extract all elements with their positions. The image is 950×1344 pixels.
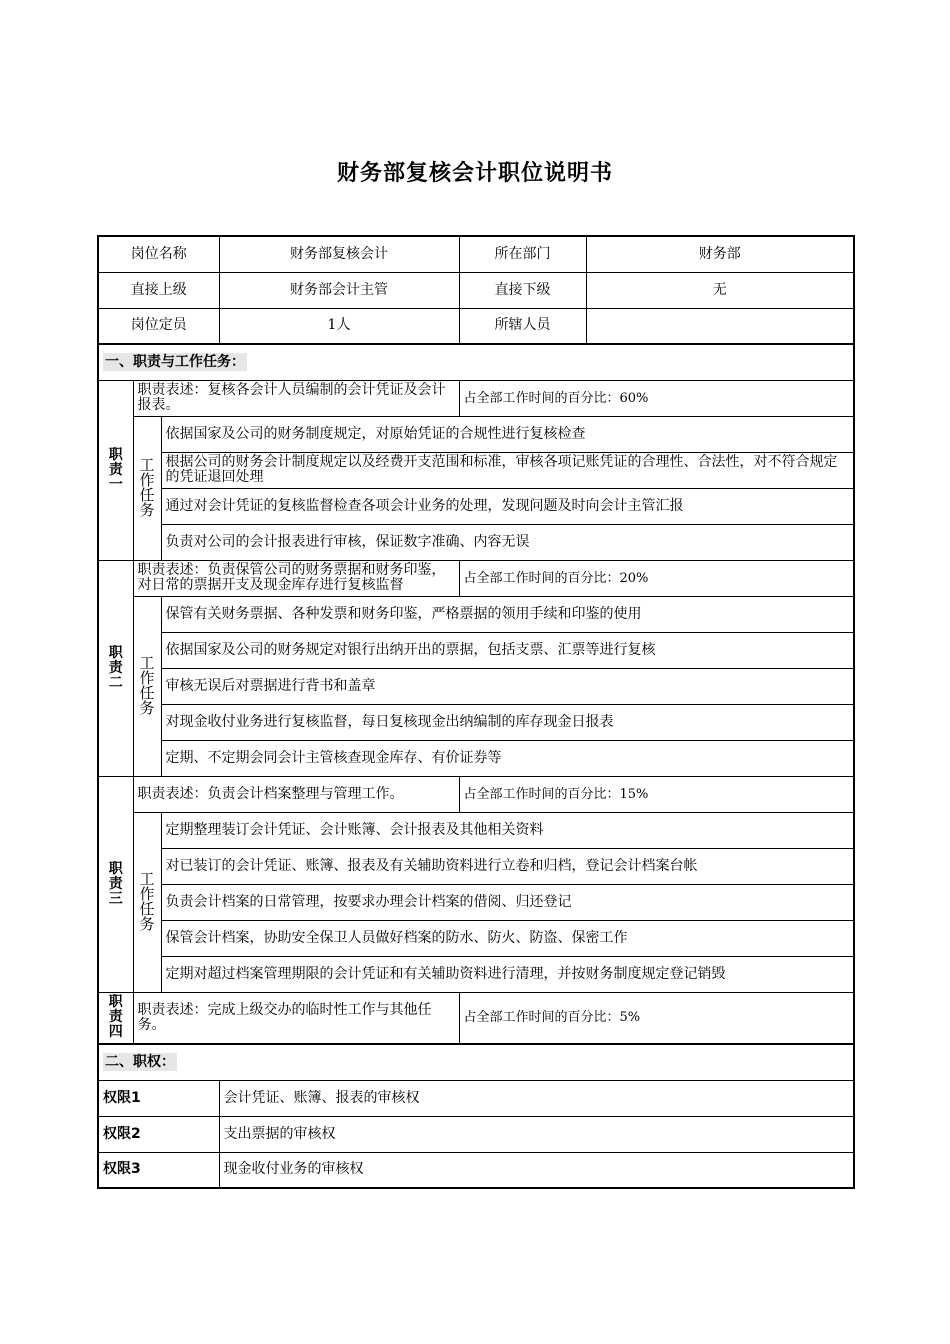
duty-time-percentage: 占全部工作时间的百分比：5%: [459, 992, 854, 1044]
task-item: 保管有关财务票据、各种发票和财务印鉴，严格票据的领用手续和印鉴的使用: [161, 596, 854, 632]
label-direct-subordinate: 直接下级: [459, 272, 586, 308]
duty-description: 职责表述：完成上级交办的临时性工作与其他任务。: [133, 992, 459, 1044]
section-heading-text: 二、职权：: [105, 1053, 175, 1070]
label-subordinates: 所辖人员: [459, 308, 586, 344]
value-position-name: 财务部复核会计: [219, 236, 459, 272]
task-item: 保管会计档案，协助安全保卫人员做好档案的防水、防火、防盗、保密工作: [161, 920, 854, 956]
task-item: 审核无误后对票据进行背书和盖章: [161, 668, 854, 704]
duty-description: 职责表述：复核各会计人员编制的会计凭证及会计报表。: [133, 380, 459, 416]
job-description-table: [97, 235, 855, 1189]
value-department: 财务部: [586, 236, 854, 272]
task-item: 依据国家及公司的财务规定对银行出纳开出的票据，包括支票、汇票等进行复核: [161, 632, 854, 668]
task-item: 对已装订的会计凭证、账簿、报表及有关辅助资料进行立卷和归档，登记会计档案台帐: [161, 848, 854, 884]
task-item: 负责对公司的会计报表进行审核，保证数字准确、内容无误: [161, 524, 854, 560]
duty-description: 职责表述：负责会计档案整理与管理工作。: [133, 776, 459, 812]
section-heading-authority: [98, 1044, 854, 1080]
power-text: 会计凭证、账簿、报表的审核权: [219, 1080, 854, 1116]
basic-row: [98, 236, 854, 272]
section-heading-duties: [98, 344, 854, 380]
label-direct-superior: 直接上级: [98, 272, 219, 308]
value-direct-subordinate: 无: [586, 272, 854, 308]
section-heading-text: 一、职责与工作任务：: [105, 353, 245, 370]
task-item: 负责会计档案的日常管理，按要求办理会计档案的借阅、归还登记: [161, 884, 854, 920]
task-item: 对现金收付业务进行复核监督，每日复核现金出纳编制的库存现金日报表: [161, 704, 854, 740]
label-position-name: 岗位名称: [98, 236, 219, 272]
task-item: 定期、不定期会同会计主管核查现金库存、有价证券等: [161, 740, 854, 776]
duty-time-percentage: 占全部工作时间的百分比：60%: [459, 380, 854, 416]
power-text: 支出票据的审核权: [219, 1116, 854, 1152]
label-department: 所在部门: [459, 236, 586, 272]
task-item: 根据公司的财务会计制度规定以及经费开支范围和标准，审核各项记账凭证的合理性、合法性，对不符合规定的凭证退回处理: [161, 452, 854, 488]
duty-description: 职责表述：负责保管公司的财务票据和财务印鉴，对日常的票据开支及现金库存进行复核监督: [133, 560, 459, 596]
work-tasks-label: 工 作 任 务: [133, 812, 161, 992]
value-subordinates: [586, 308, 854, 344]
value-headcount: 1人: [219, 308, 459, 344]
task-item: 定期整理装订会计凭证、会计账簿、会计报表及其他相关资料: [161, 812, 854, 848]
task-item: 依据国家及公司的财务制度规定，对原始凭证的合规性进行复核检查: [161, 416, 854, 452]
duty-time-percentage: 占全部工作时间的百分比：15%: [459, 776, 854, 812]
duty-time-percentage: 占全部工作时间的百分比：20%: [459, 560, 854, 596]
page-title: 财务部复核会计职位说明书: [336, 161, 613, 186]
work-tasks-label: 工 作 任 务: [133, 416, 161, 560]
work-tasks-label: 工 作 任 务: [133, 596, 161, 776]
power-label: 权限1: [98, 1080, 219, 1116]
task-item: 定期对超过档案管理期限的会计凭证和有关辅助资料进行清理，并按财务制度规定登记销毁: [161, 956, 854, 992]
power-text: 现金收付业务的审核权: [219, 1152, 854, 1188]
duty-label: 职 责 一: [98, 380, 133, 560]
power-label: 权限3: [98, 1152, 219, 1188]
task-item: 通过对会计凭证的复核监督检查各项会计业务的处理，发现问题及时向会计主管汇报: [161, 488, 854, 524]
power-label: 权限2: [98, 1116, 219, 1152]
duty-label: 职 责 二: [98, 560, 133, 776]
duty-label: 职 责 三: [98, 776, 133, 992]
value-direct-superior: 财务部会计主管: [219, 272, 459, 308]
label-headcount: 岗位定员: [98, 308, 219, 344]
basic-row: [98, 272, 854, 308]
basic-row: [98, 308, 854, 344]
duty-label: 职 责 四: [98, 992, 133, 1044]
